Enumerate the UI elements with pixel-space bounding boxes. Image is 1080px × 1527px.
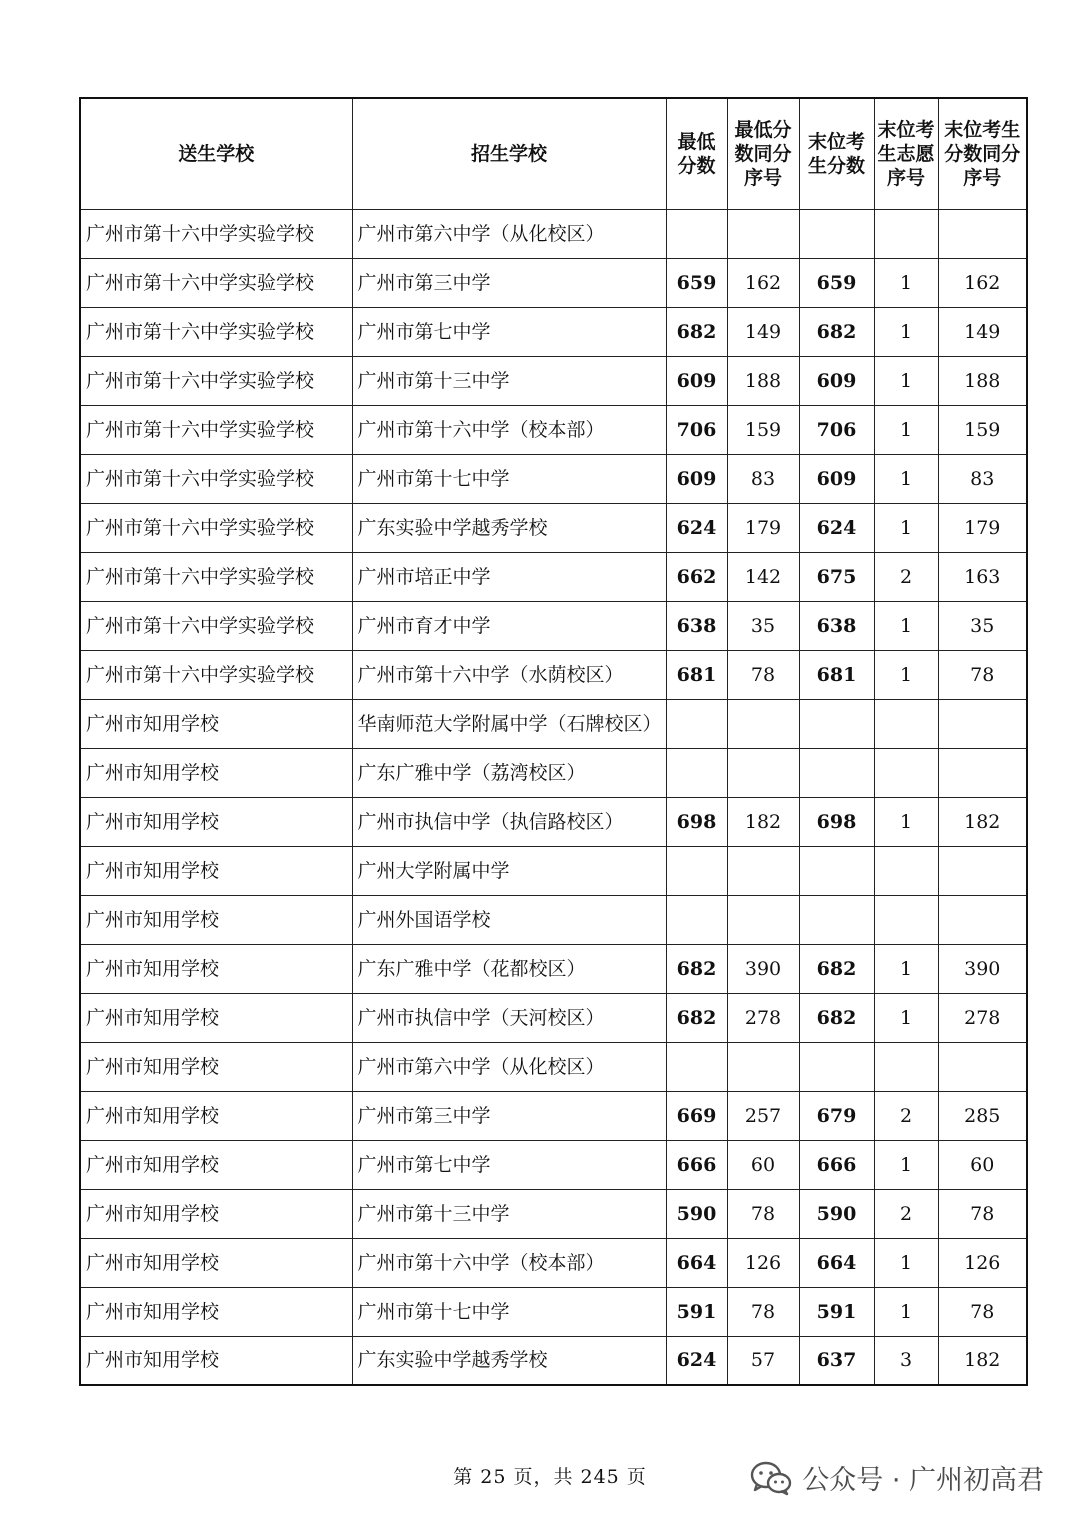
table-row bbox=[80, 1287, 1027, 1336]
min-score-cell: 609 bbox=[666, 454, 727, 503]
enrolling-school-cell: 广东广雅中学（花都校区） bbox=[352, 944, 666, 993]
last-student-score-cell: 637 bbox=[799, 1336, 874, 1385]
min-score-tie-rank-cell: 278 bbox=[727, 993, 799, 1042]
last-student-tie-rank-cell bbox=[938, 846, 1027, 895]
sending-school-cell: 广州市知用学校 bbox=[80, 748, 352, 797]
page-number: 第 25 页，共 245 页 bbox=[453, 1466, 647, 1488]
table-header-row bbox=[80, 98, 1027, 209]
table-row bbox=[80, 1336, 1027, 1385]
table-row bbox=[80, 503, 1027, 552]
last-student-tie-rank-cell: 126 bbox=[938, 1238, 1027, 1287]
enrolling-school-cell: 广州市第三中学 bbox=[352, 1091, 666, 1140]
last-student-score-cell: 638 bbox=[799, 601, 874, 650]
last-student-choice-rank-cell bbox=[874, 1042, 938, 1091]
last-student-choice-rank-cell: 1 bbox=[874, 797, 938, 846]
header-min-score: 最低分数 bbox=[666, 98, 727, 209]
min-score-cell bbox=[666, 846, 727, 895]
min-score-tie-rank-cell: 35 bbox=[727, 601, 799, 650]
last-student-tie-rank-cell: 78 bbox=[938, 650, 1027, 699]
last-student-score-cell: 682 bbox=[799, 944, 874, 993]
last-student-choice-rank-cell: 1 bbox=[874, 258, 938, 307]
min-score-cell: 638 bbox=[666, 601, 727, 650]
table-row bbox=[80, 895, 1027, 944]
enrolling-school-cell: 广东广雅中学（荔湾校区） bbox=[352, 748, 666, 797]
last-student-score-cell: 659 bbox=[799, 258, 874, 307]
last-student-tie-rank-cell: 35 bbox=[938, 601, 1027, 650]
min-score-tie-rank-cell: 159 bbox=[727, 405, 799, 454]
last-student-score-cell: 666 bbox=[799, 1140, 874, 1189]
last-student-choice-rank-cell bbox=[874, 895, 938, 944]
last-student-score-cell: 682 bbox=[799, 993, 874, 1042]
sending-school-cell: 广州市知用学校 bbox=[80, 1091, 352, 1140]
min-score-cell bbox=[666, 209, 727, 258]
last-student-tie-rank-cell bbox=[938, 1042, 1027, 1091]
last-student-score-cell: 590 bbox=[799, 1189, 874, 1238]
min-score-tie-rank-cell bbox=[727, 748, 799, 797]
sending-school-cell: 广州市知用学校 bbox=[80, 846, 352, 895]
last-student-choice-rank-cell: 1 bbox=[874, 356, 938, 405]
last-student-score-cell bbox=[799, 846, 874, 895]
min-score-tie-rank-cell: 390 bbox=[727, 944, 799, 993]
sending-school-cell: 广州市知用学校 bbox=[80, 944, 352, 993]
min-score-cell: 590 bbox=[666, 1189, 727, 1238]
min-score-tie-rank-cell: 188 bbox=[727, 356, 799, 405]
last-student-score-cell: 591 bbox=[799, 1287, 874, 1336]
table-row bbox=[80, 699, 1027, 748]
enrolling-school-cell: 广州市第十七中学 bbox=[352, 454, 666, 503]
last-student-tie-rank-cell: 182 bbox=[938, 1336, 1027, 1385]
last-student-choice-rank-cell: 1 bbox=[874, 1140, 938, 1189]
min-score-cell: 591 bbox=[666, 1287, 727, 1336]
enrolling-school-cell: 广州市执信中学（天河校区） bbox=[352, 993, 666, 1042]
sending-school-cell: 广州市知用学校 bbox=[80, 993, 352, 1042]
min-score-tie-rank-cell: 78 bbox=[727, 1287, 799, 1336]
last-student-score-cell: 706 bbox=[799, 405, 874, 454]
sending-school-cell: 广州市第十六中学实验学校 bbox=[80, 356, 352, 405]
enrolling-school-cell: 广州市育才中学 bbox=[352, 601, 666, 650]
min-score-tie-rank-cell: 78 bbox=[727, 650, 799, 699]
table-row bbox=[80, 552, 1027, 601]
last-student-tie-rank-cell: 188 bbox=[938, 356, 1027, 405]
last-student-score-cell: 698 bbox=[799, 797, 874, 846]
last-student-score-cell bbox=[799, 699, 874, 748]
min-score-tie-rank-cell: 78 bbox=[727, 1189, 799, 1238]
min-score-tie-rank-cell: 126 bbox=[727, 1238, 799, 1287]
last-student-score-cell: 664 bbox=[799, 1238, 874, 1287]
last-student-choice-rank-cell: 2 bbox=[874, 1189, 938, 1238]
last-student-choice-rank-cell bbox=[874, 209, 938, 258]
min-score-tie-rank-cell: 149 bbox=[727, 307, 799, 356]
last-student-score-cell: 679 bbox=[799, 1091, 874, 1140]
header-min-score-tie-rank: 最低分数同分序号 bbox=[727, 98, 799, 209]
last-student-tie-rank-cell: 60 bbox=[938, 1140, 1027, 1189]
table-row bbox=[80, 454, 1027, 503]
table-row bbox=[80, 209, 1027, 258]
min-score-tie-rank-cell bbox=[727, 895, 799, 944]
table-row bbox=[80, 797, 1027, 846]
enrolling-school-cell: 广州市第七中学 bbox=[352, 1140, 666, 1189]
last-student-choice-rank-cell: 1 bbox=[874, 993, 938, 1042]
sending-school-cell: 广州市第十六中学实验学校 bbox=[80, 258, 352, 307]
last-student-tie-rank-cell: 83 bbox=[938, 454, 1027, 503]
header-last-student-score: 末位考生分数 bbox=[799, 98, 874, 209]
min-score-tie-rank-cell: 162 bbox=[727, 258, 799, 307]
min-score-tie-rank-cell bbox=[727, 1042, 799, 1091]
sending-school-cell: 广州市知用学校 bbox=[80, 1336, 352, 1385]
min-score-cell: 664 bbox=[666, 1238, 727, 1287]
enrolling-school-cell: 广东实验中学越秀学校 bbox=[352, 1336, 666, 1385]
sending-school-cell: 广州市第十六中学实验学校 bbox=[80, 650, 352, 699]
min-score-tie-rank-cell bbox=[727, 846, 799, 895]
table-row bbox=[80, 258, 1027, 307]
enrolling-school-cell: 广州市第十三中学 bbox=[352, 356, 666, 405]
header-sending-school: 送生学校 bbox=[80, 98, 352, 209]
last-student-tie-rank-cell bbox=[938, 699, 1027, 748]
last-student-score-cell bbox=[799, 895, 874, 944]
table-row bbox=[80, 1091, 1027, 1140]
last-student-choice-rank-cell: 1 bbox=[874, 307, 938, 356]
last-student-tie-rank-cell: 163 bbox=[938, 552, 1027, 601]
enrolling-school-cell: 广州市第六中学（从化校区） bbox=[352, 209, 666, 258]
sending-school-cell: 广州市第十六中学实验学校 bbox=[80, 503, 352, 552]
last-student-score-cell: 675 bbox=[799, 552, 874, 601]
sending-school-cell: 广州市第十六中学实验学校 bbox=[80, 552, 352, 601]
min-score-cell: 624 bbox=[666, 503, 727, 552]
header-enrolling-school: 招生学校 bbox=[352, 98, 666, 209]
header-last-student-choice-rank: 末位考生志愿序号 bbox=[874, 98, 938, 209]
min-score-tie-rank-cell bbox=[727, 209, 799, 258]
last-student-score-cell bbox=[799, 1042, 874, 1091]
enrolling-school-cell: 广州市培正中学 bbox=[352, 552, 666, 601]
enrolling-school-cell: 广州市第十六中学（水荫校区） bbox=[352, 650, 666, 699]
min-score-tie-rank-cell: 142 bbox=[727, 552, 799, 601]
table-body bbox=[80, 209, 1027, 1385]
table-row bbox=[80, 1238, 1027, 1287]
last-student-choice-rank-cell: 1 bbox=[874, 405, 938, 454]
last-student-tie-rank-cell: 390 bbox=[938, 944, 1027, 993]
last-student-tie-rank-cell: 78 bbox=[938, 1189, 1027, 1238]
table-row bbox=[80, 1140, 1027, 1189]
min-score-cell: 662 bbox=[666, 552, 727, 601]
table-row bbox=[80, 993, 1027, 1042]
last-student-score-cell: 609 bbox=[799, 356, 874, 405]
enrolling-school-cell: 华南师范大学附属中学（石牌校区） bbox=[352, 699, 666, 748]
table-row bbox=[80, 356, 1027, 405]
last-student-choice-rank-cell: 2 bbox=[874, 1091, 938, 1140]
wechat-watermark bbox=[750, 1458, 1044, 1497]
sending-school-cell: 广州市知用学校 bbox=[80, 1287, 352, 1336]
sending-school-cell: 广州市第十六中学实验学校 bbox=[80, 454, 352, 503]
last-student-score-cell: 609 bbox=[799, 454, 874, 503]
last-student-score-cell: 624 bbox=[799, 503, 874, 552]
min-score-cell: 682 bbox=[666, 993, 727, 1042]
last-student-choice-rank-cell: 1 bbox=[874, 650, 938, 699]
last-student-choice-rank-cell bbox=[874, 846, 938, 895]
table-row bbox=[80, 846, 1027, 895]
min-score-cell: 706 bbox=[666, 405, 727, 454]
table-row bbox=[80, 1189, 1027, 1238]
enrolling-school-cell: 广州市第十三中学 bbox=[352, 1189, 666, 1238]
min-score-cell bbox=[666, 1042, 727, 1091]
min-score-tie-rank-cell: 182 bbox=[727, 797, 799, 846]
table-row bbox=[80, 748, 1027, 797]
sending-school-cell: 广州市知用学校 bbox=[80, 797, 352, 846]
sending-school-cell: 广州市第十六中学实验学校 bbox=[80, 601, 352, 650]
last-student-tie-rank-cell bbox=[938, 895, 1027, 944]
min-score-cell: 669 bbox=[666, 1091, 727, 1140]
min-score-cell: 681 bbox=[666, 650, 727, 699]
enrolling-school-cell: 广州外国语学校 bbox=[352, 895, 666, 944]
min-score-tie-rank-cell: 57 bbox=[727, 1336, 799, 1385]
min-score-tie-rank-cell: 179 bbox=[727, 503, 799, 552]
last-student-tie-rank-cell: 78 bbox=[938, 1287, 1027, 1336]
table-row bbox=[80, 601, 1027, 650]
enrolling-school-cell: 广州市第十六中学（校本部） bbox=[352, 405, 666, 454]
enrolling-school-cell: 广州市第十六中学（校本部） bbox=[352, 1238, 666, 1287]
enrolling-school-cell: 广州市第七中学 bbox=[352, 307, 666, 356]
sending-school-cell: 广州市第十六中学实验学校 bbox=[80, 405, 352, 454]
last-student-tie-rank-cell: 179 bbox=[938, 503, 1027, 552]
min-score-tie-rank-cell: 60 bbox=[727, 1140, 799, 1189]
last-student-choice-rank-cell bbox=[874, 699, 938, 748]
enrolling-school-cell: 广州大学附属中学 bbox=[352, 846, 666, 895]
enrolling-school-cell: 广东实验中学越秀学校 bbox=[352, 503, 666, 552]
watermark-text: 公众号 · 广州初高君 bbox=[802, 1465, 1044, 1496]
min-score-cell bbox=[666, 699, 727, 748]
sending-school-cell: 广州市知用学校 bbox=[80, 699, 352, 748]
wechat-icon bbox=[750, 1460, 792, 1496]
table-row bbox=[80, 650, 1027, 699]
last-student-tie-rank-cell: 278 bbox=[938, 993, 1027, 1042]
min-score-cell bbox=[666, 748, 727, 797]
table-row bbox=[80, 944, 1027, 993]
last-student-tie-rank-cell: 285 bbox=[938, 1091, 1027, 1140]
last-student-choice-rank-cell bbox=[874, 748, 938, 797]
sending-school-cell: 广州市知用学校 bbox=[80, 1238, 352, 1287]
sending-school-cell: 广州市知用学校 bbox=[80, 1042, 352, 1091]
last-student-choice-rank-cell: 1 bbox=[874, 944, 938, 993]
last-student-tie-rank-cell: 159 bbox=[938, 405, 1027, 454]
last-student-score-cell bbox=[799, 209, 874, 258]
sending-school-cell: 广州市知用学校 bbox=[80, 1189, 352, 1238]
last-student-score-cell: 681 bbox=[799, 650, 874, 699]
last-student-choice-rank-cell: 1 bbox=[874, 454, 938, 503]
min-score-cell: 682 bbox=[666, 944, 727, 993]
last-student-choice-rank-cell: 1 bbox=[874, 601, 938, 650]
table-row bbox=[80, 1042, 1027, 1091]
last-student-tie-rank-cell bbox=[938, 748, 1027, 797]
last-student-choice-rank-cell: 3 bbox=[874, 1336, 938, 1385]
last-student-tie-rank-cell bbox=[938, 209, 1027, 258]
min-score-cell bbox=[666, 895, 727, 944]
sending-school-cell: 广州市知用学校 bbox=[80, 895, 352, 944]
enrolling-school-cell: 广州市第三中学 bbox=[352, 258, 666, 307]
min-score-cell: 659 bbox=[666, 258, 727, 307]
admission-score-table bbox=[79, 97, 1028, 1386]
min-score-cell: 609 bbox=[666, 356, 727, 405]
header-last-student-tie-rank: 末位考生分数同分序号 bbox=[938, 98, 1027, 209]
enrolling-school-cell: 广州市第十七中学 bbox=[352, 1287, 666, 1336]
last-student-choice-rank-cell: 2 bbox=[874, 552, 938, 601]
last-student-choice-rank-cell: 1 bbox=[874, 1287, 938, 1336]
table-row bbox=[80, 307, 1027, 356]
min-score-cell: 682 bbox=[666, 307, 727, 356]
sending-school-cell: 广州市第十六中学实验学校 bbox=[80, 209, 352, 258]
last-student-score-cell bbox=[799, 748, 874, 797]
enrolling-school-cell: 广州市第六中学（从化校区） bbox=[352, 1042, 666, 1091]
last-student-choice-rank-cell: 1 bbox=[874, 503, 938, 552]
sending-school-cell: 广州市第十六中学实验学校 bbox=[80, 307, 352, 356]
sending-school-cell: 广州市知用学校 bbox=[80, 1140, 352, 1189]
min-score-tie-rank-cell: 257 bbox=[727, 1091, 799, 1140]
last-student-choice-rank-cell: 1 bbox=[874, 1238, 938, 1287]
enrolling-school-cell: 广州市执信中学（执信路校区） bbox=[352, 797, 666, 846]
last-student-tie-rank-cell: 162 bbox=[938, 258, 1027, 307]
min-score-tie-rank-cell bbox=[727, 699, 799, 748]
min-score-cell: 666 bbox=[666, 1140, 727, 1189]
min-score-cell: 624 bbox=[666, 1336, 727, 1385]
min-score-cell: 698 bbox=[666, 797, 727, 846]
last-student-tie-rank-cell: 149 bbox=[938, 307, 1027, 356]
min-score-tie-rank-cell: 83 bbox=[727, 454, 799, 503]
table-row bbox=[80, 405, 1027, 454]
last-student-score-cell: 682 bbox=[799, 307, 874, 356]
last-student-tie-rank-cell: 182 bbox=[938, 797, 1027, 846]
